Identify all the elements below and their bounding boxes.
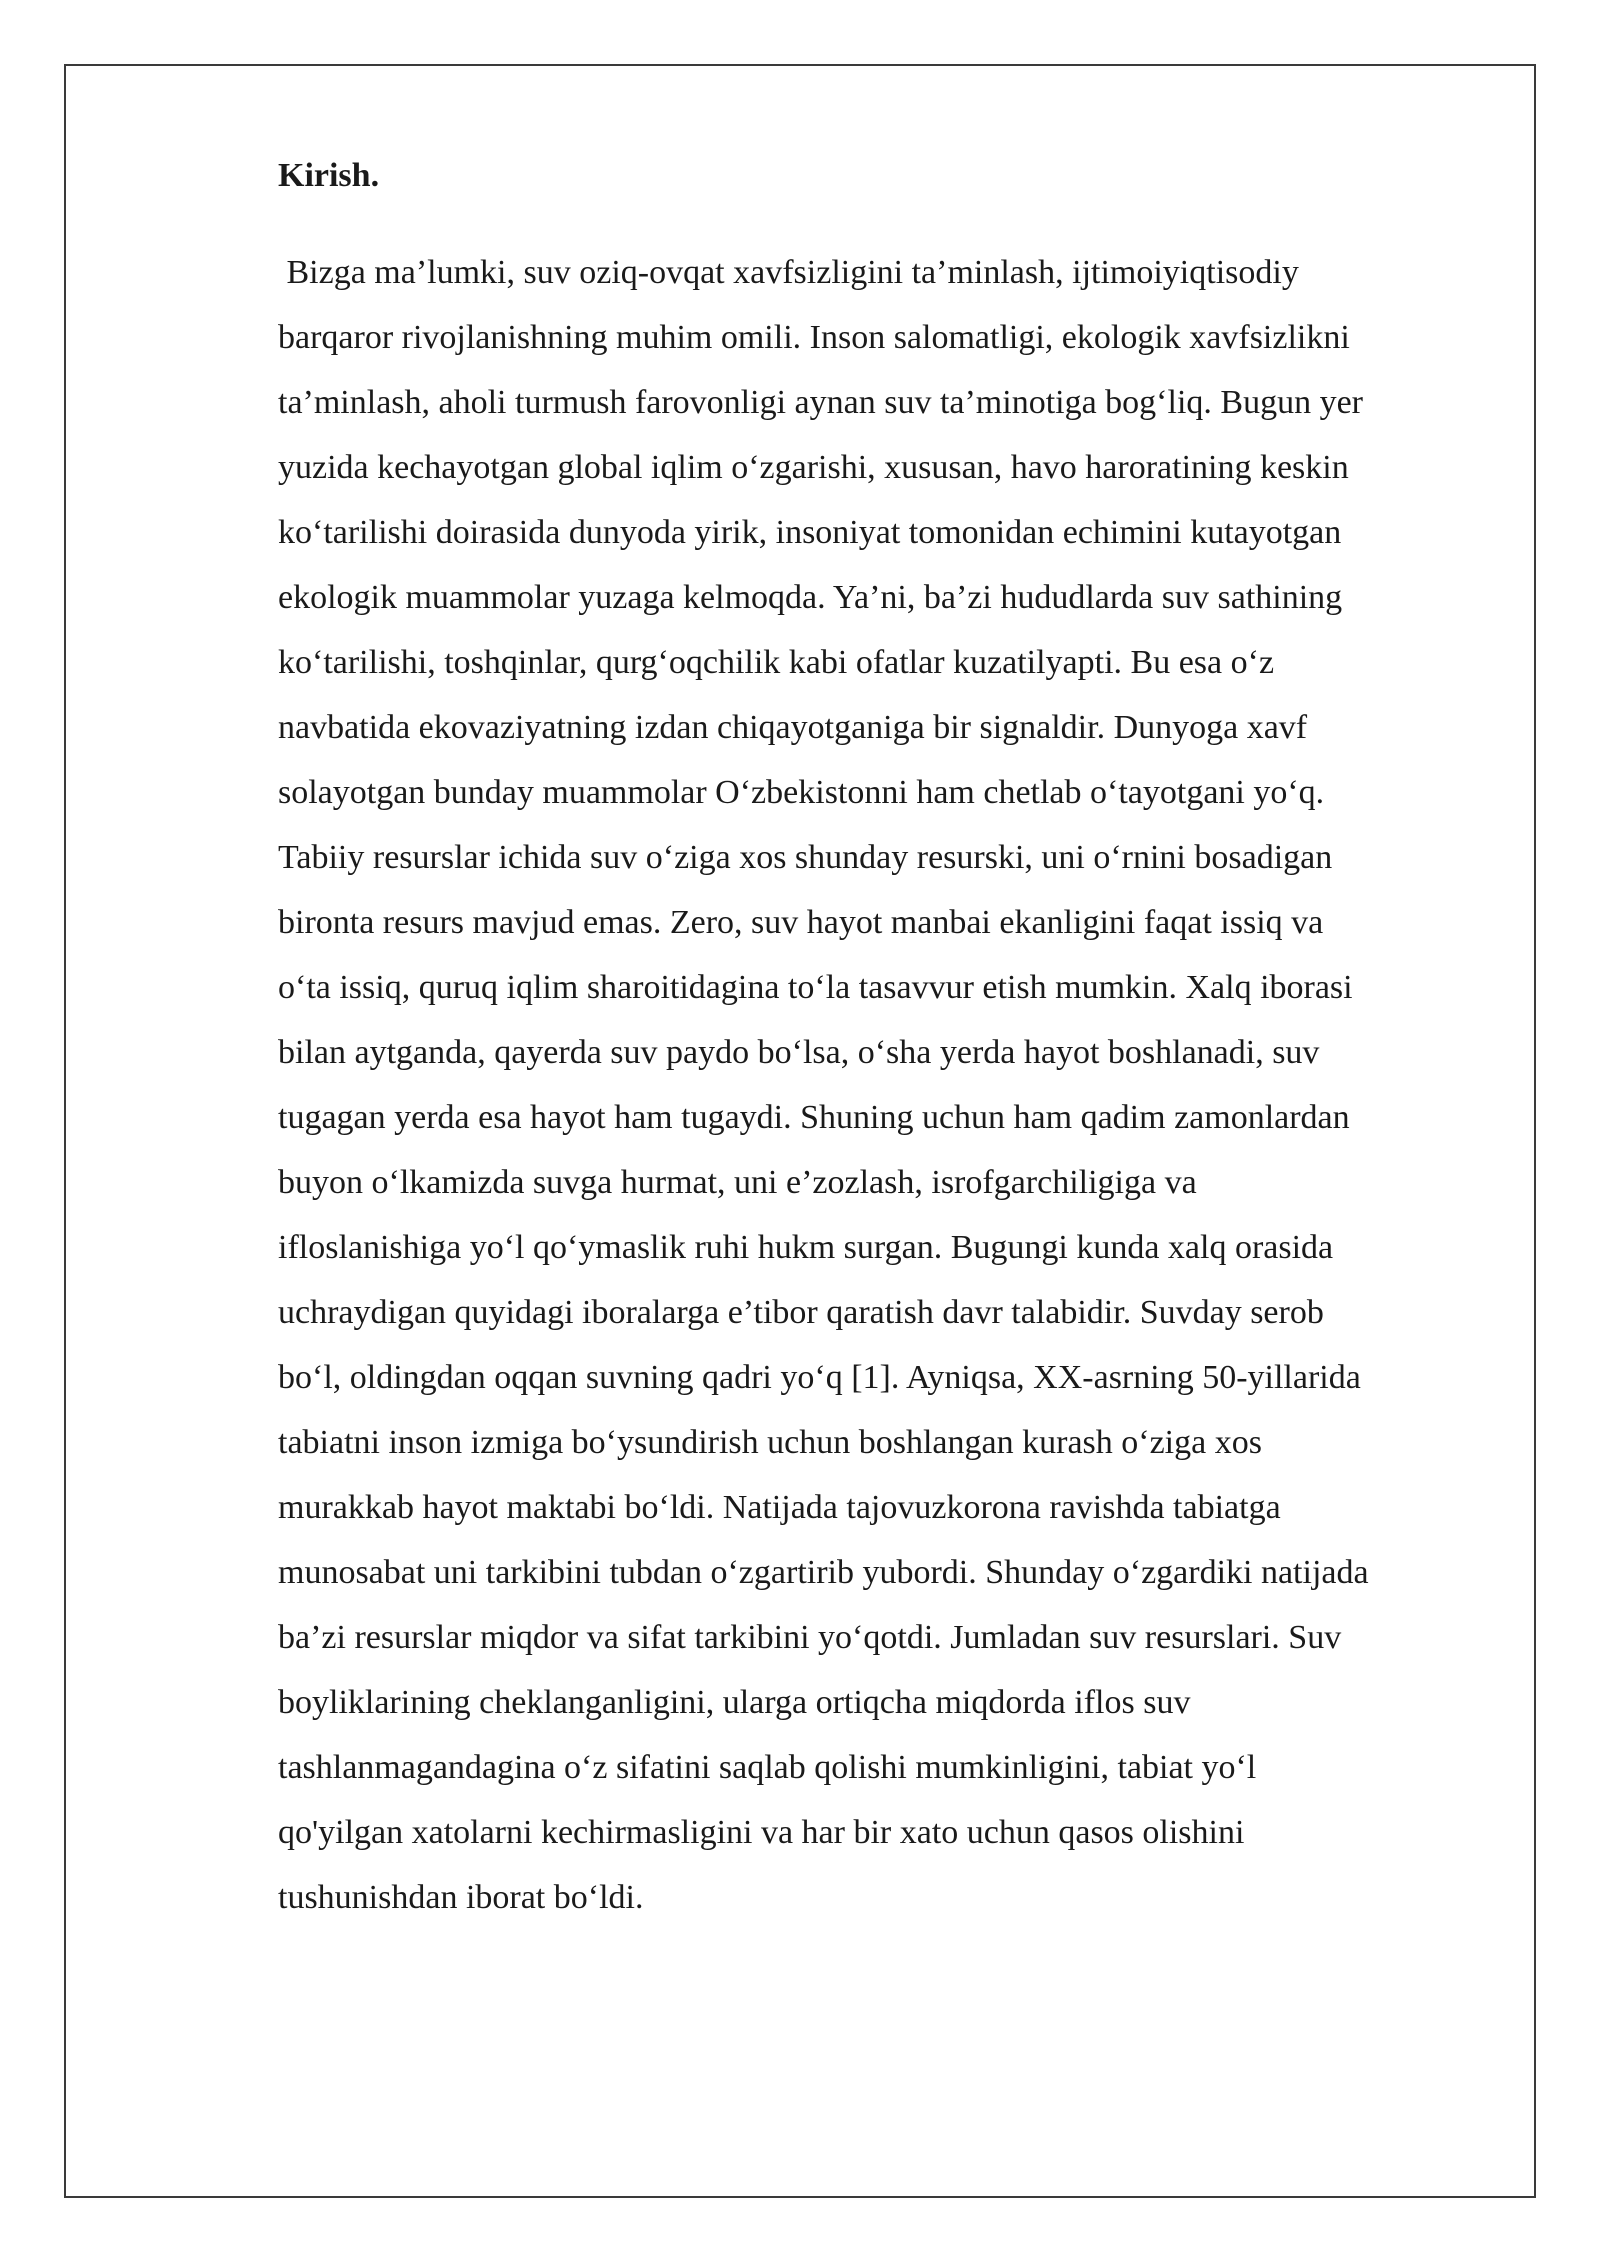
text-line: tugagan yerda esa hayot ham tugaydi. Shuning uchun ham qadim zamonlardan (278, 1099, 1350, 1136)
document-content (278, 148, 1500, 1930)
text-line: ba’zi resurslar miqdor va sifat tarkibini yo‘qotdi. Jumladan suv resurslari. Suv (278, 1619, 1342, 1656)
text-line: ko‘tarilishi doirasida dunyoda yirik, insoniyat tomonidan echimini kutayotgan (278, 514, 1342, 551)
text-line: navbatida ekovaziyatning izdan chiqayotganiga bir signaldir. Dunyoga xavf (278, 709, 1308, 746)
text-line: Bizga ma’lumki, suv oziq-ovqat xavfsizligini ta’minlash, ijtimoiyiqtisodiy (278, 254, 1299, 291)
text-line: tabiatni inson izmiga bo‘ysundirish uchun boshlangan kurash o‘ziga xos (278, 1424, 1262, 1461)
text-line: Tabiiy resurslar ichida suv o‘ziga xos shunday resurski, uni o‘rnini bosadigan (278, 839, 1333, 876)
text-line: solayotgan bunday muammolar O‘zbekistonni ham chetlab o‘tayotgani yo‘q. (278, 774, 1325, 811)
text-line: tushunishdan iborat bo‘ldi. (278, 1879, 644, 1916)
text-line: barqaror rivojlanishning muhim omili. Inson salomatligi, ekologik xavfsizlikni (278, 319, 1350, 356)
text-line: o‘ta issiq, quruq iqlim sharoitidagina to‘la tasavvur etish mumkin. Xalq iborasi (278, 969, 1353, 1006)
text-line: ifloslanishiga yo‘l qo‘ymaslik ruhi hukm surgan. Bugungi kunda xalq orasida (278, 1229, 1334, 1266)
text-line: yuzida kechayotgan global iqlim o‘zgarishi, xususan, havo haroratining keskin (278, 449, 1349, 486)
text-line: bo‘l, oldingdan oqqan suvning qadri yo‘q [1]. Ayniqsa, XX-asrning 50-yillarida (278, 1359, 1361, 1396)
text-line: ko‘tarilishi, toshqinlar, qurg‘oqchilik kabi ofatlar kuzatilyapti. Bu esa o‘z (278, 644, 1275, 681)
text-line: ta’minlash, aholi turmush farovonligi aynan suv ta’minotiga bog‘liq. Bugun yer (278, 384, 1363, 421)
text-line: buyon o‘lkamizda suvga hurmat, uni e’zozlash, isrofgarchiligiga va (278, 1164, 1197, 1201)
text-line: munosabat uni tarkibini tubdan o‘zgartirib yubordi. Shunday o‘zgardiki natijada (278, 1554, 1369, 1591)
text-line: murakkab hayot maktabi bo‘ldi. Natijada tajovuzkorona ravishda tabiatga (278, 1489, 1281, 1526)
text-line: ekologik muammolar yuzaga kelmoqda. Ya’ni, ba’zi hududlarda suv sathining (278, 579, 1343, 616)
text-line: uchraydigan quyidagi iboralarga e’tibor qaratish davr talabidir. Suvday serob (278, 1294, 1324, 1331)
section-heading: Kirish. (278, 157, 380, 194)
text-line: boyliklarining cheklanganligini, ularga ortiqcha miqdorda iflos suv (278, 1684, 1191, 1721)
text-line: qo'yilgan xatolarni kechirmasligini va har bir xato uchun qasos olishini (278, 1814, 1245, 1851)
text-line: bironta resurs mavjud emas. Zero, suv hayot manbai ekanligini faqat issiq va (278, 904, 1324, 941)
text-line: bilan aytganda, qayerda suv paydo bo‘lsa, o‘sha yerda hayot boshlanadi, suv (278, 1034, 1320, 1071)
text-line: tashlanmagandagina o‘z sifatini saqlab qolishi mumkinligini, tabiat yo‘l (278, 1749, 1257, 1786)
body-paragraph (278, 240, 1500, 1930)
